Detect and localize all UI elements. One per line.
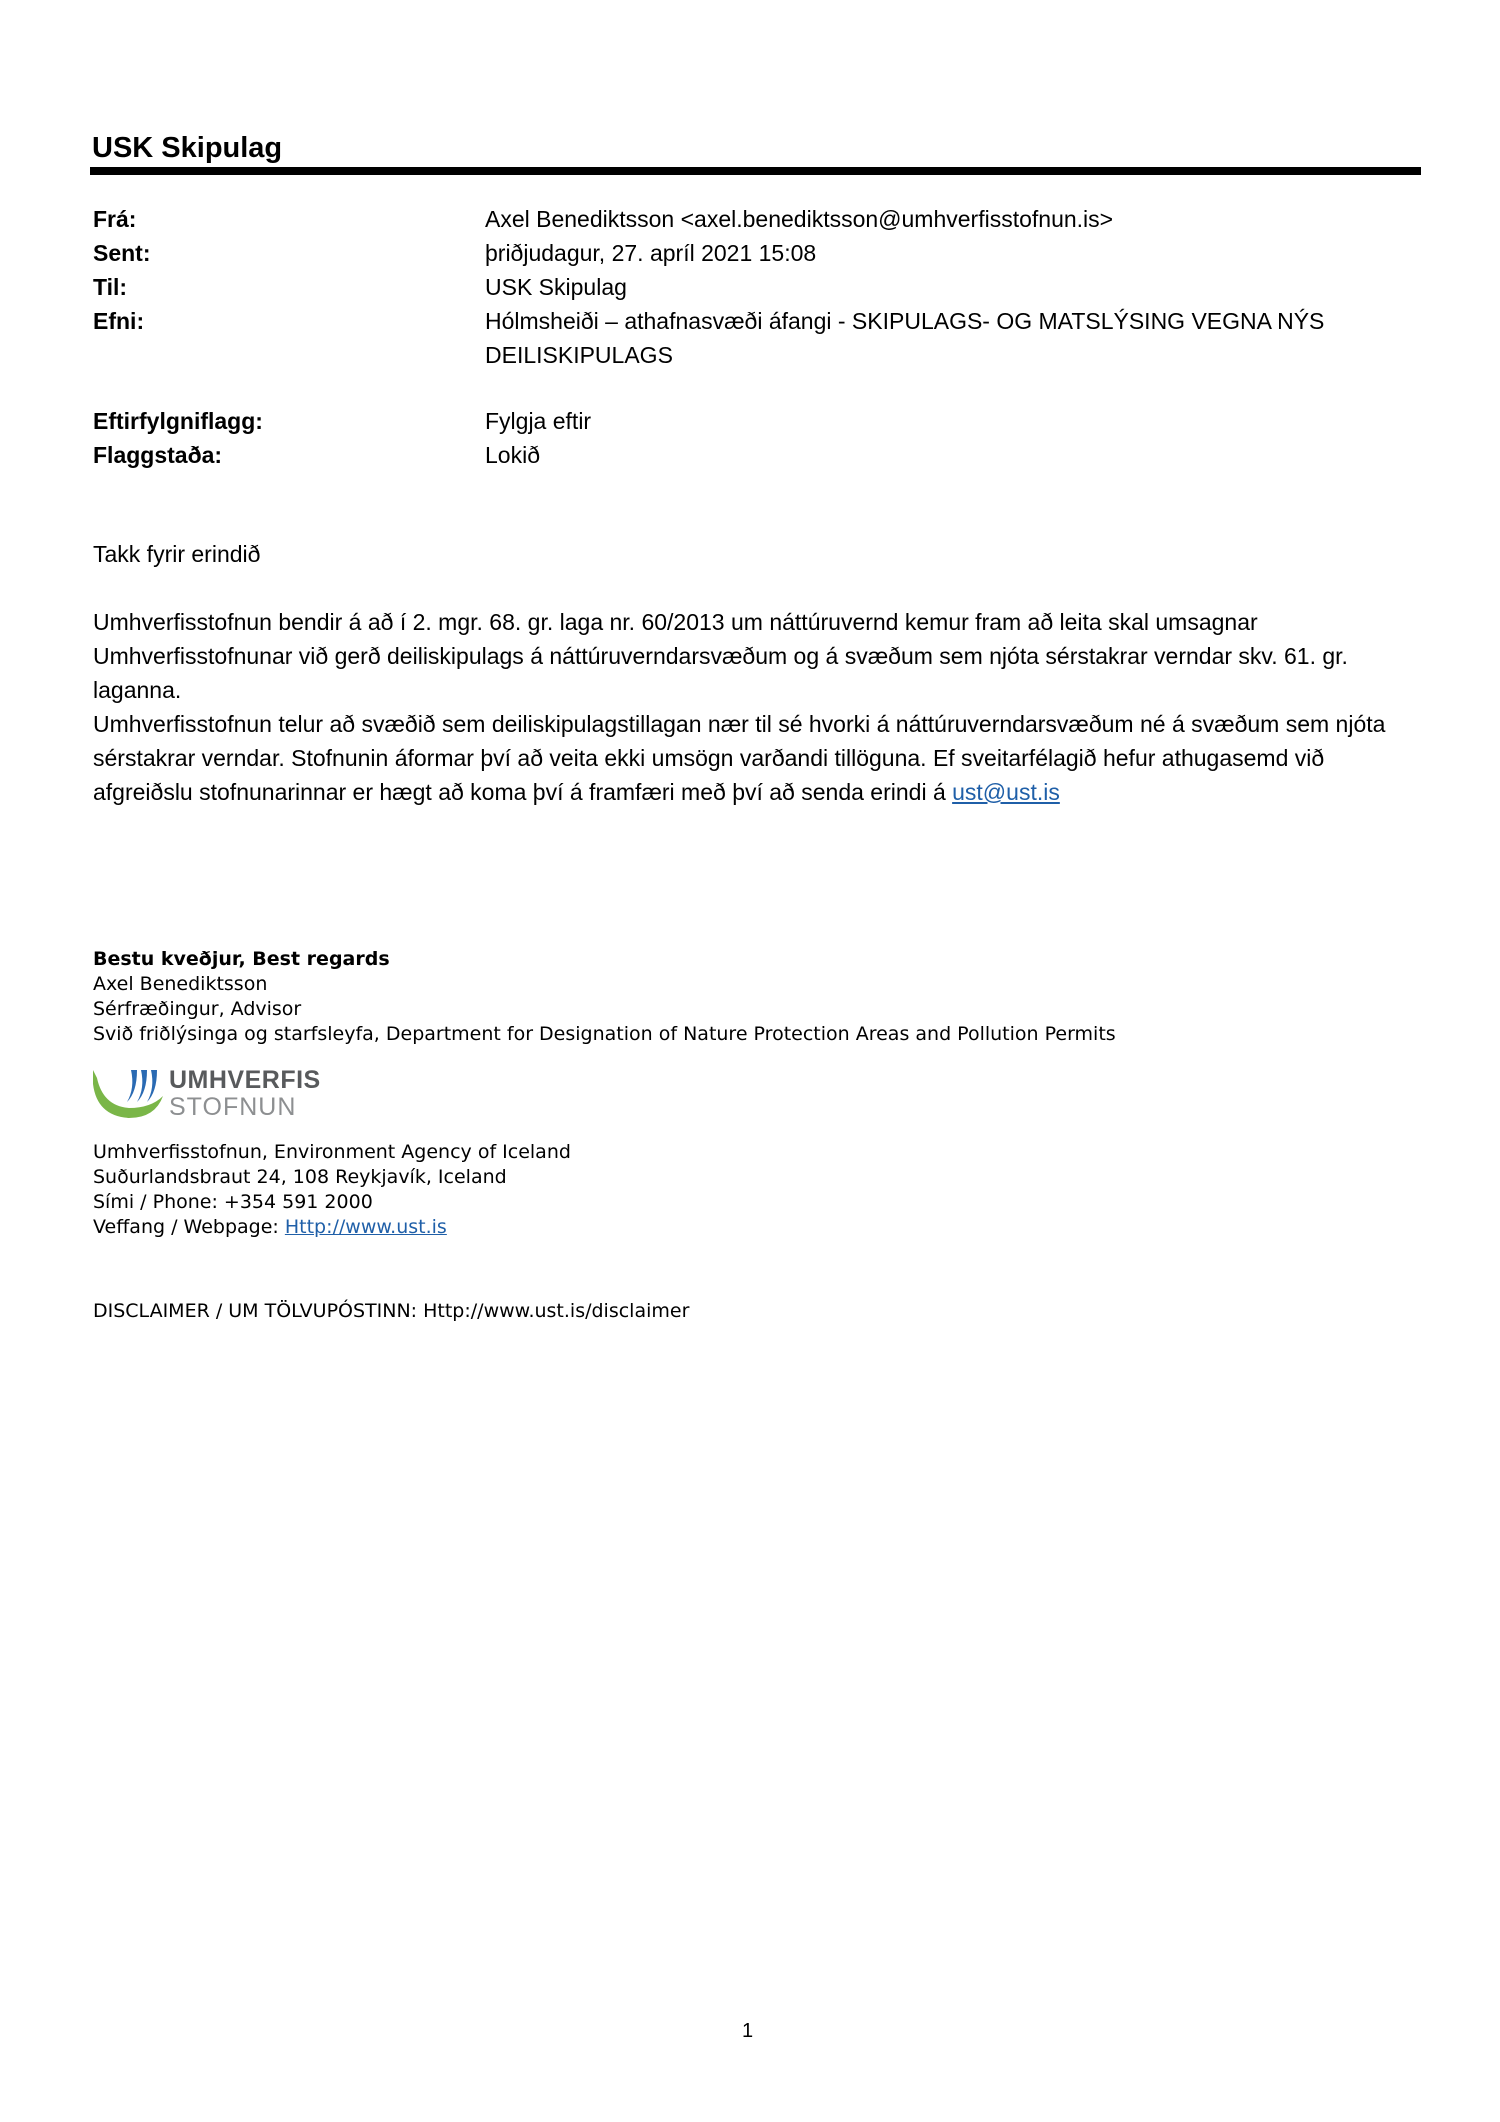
- logo-text-top: UMHVERFIS: [169, 1066, 321, 1094]
- webpage-label: Veffang / Webpage:: [93, 1216, 279, 1238]
- subject-label: Efni:: [93, 308, 145, 334]
- body-paragraph-1: Umhverfisstofnun bendir á að í 2. mgr. 68. gr. laga nr. 60/2013 um náttúruvernd kemur fram að leita skal umsagnar Umhverfisstofnunar við gerð deiliskipulags á náttúruverndarsvæðum og á svæðum sem njóta sérstakrar verndar skv. 61. gr. laganna.: [93, 609, 1348, 703]
- body-paragraph-2: [93, 707, 1428, 809]
- signature-agency: Umhverfisstofnun, Environment Agency of Iceland: [93, 1141, 571, 1163]
- followup-flag-label: Eftirfylgniflagg:: [93, 408, 263, 434]
- signature-webpage: [93, 1215, 447, 1240]
- to-label: Til:: [93, 274, 128, 300]
- from-label: Frá:: [93, 206, 137, 232]
- signature-regards: Bestu kveðjur, Best regards: [93, 948, 390, 970]
- disclaimer: DISCLAIMER / UM TÖLVUPÓSTINN: Http://www.ust.is/disclaimer: [93, 1300, 690, 1322]
- flag-status-value: Lokið: [485, 442, 540, 468]
- signature-role: Sérfræðingur, Advisor: [93, 998, 302, 1020]
- logo-text-bottom: STOFNUN: [169, 1093, 297, 1121]
- signature-phone: Sími / Phone: +354 591 2000: [93, 1191, 373, 1213]
- logo-mark-icon: [93, 1066, 167, 1122]
- webpage-link[interactable]: Http://www.ust.is: [284, 1216, 447, 1238]
- signature-department: Svið friðlýsinga og starfsleyfa, Department for Designation of Nature Protection Areas and Pollution Permits: [93, 1023, 1116, 1045]
- page-number: 1: [742, 2020, 754, 2042]
- signature-name: Axel Benediktsson: [93, 973, 268, 995]
- sent-label: Sent:: [93, 240, 151, 266]
- email-link[interactable]: ust@ust.is: [952, 779, 1060, 805]
- to-value: USK Skipulag: [485, 274, 627, 300]
- subject-value: Hólmsheiði – athafnasvæði áfangi - SKIPULAGS- OG MATSLÝSING VEGNA NÝS DEILISKIPULAGS: [485, 308, 1325, 368]
- page-title: USK Skipulag: [92, 132, 283, 164]
- followup-flag-value: Fylgja eftir: [485, 408, 592, 434]
- agency-logo: [93, 1066, 333, 1126]
- email-body: [93, 605, 1428, 809]
- title-divider: [90, 167, 1421, 175]
- flag-status-label: Flaggstaða:: [93, 442, 223, 468]
- sent-value: þriðjudagur, 27. apríl 2021 15:08: [485, 240, 817, 266]
- body-paragraph-2-text: Umhverfisstofnun telur að svæðið sem deiliskipulagstillagan nær til sé hvorki á náttúruverndarsvæðum né á svæðum sem njóta sérstakrar verndar. Stofnunin áformar því að veita ekki umsögn varðandi tillöguna. Ef sveitarfélagið hefur athugasemd við afgreiðslu stofnunarinnar er hægt að koma því á framfæri með því að senda erindi á: [93, 711, 1386, 805]
- greeting: Takk fyrir erindið: [93, 541, 261, 567]
- signature-address: Suðurlandsbraut 24, 108 Reykjavík, Iceland: [93, 1166, 507, 1188]
- from-value: Axel Benediktsson <axel.benediktsson@umhverfisstofnun.is>: [485, 206, 1114, 232]
